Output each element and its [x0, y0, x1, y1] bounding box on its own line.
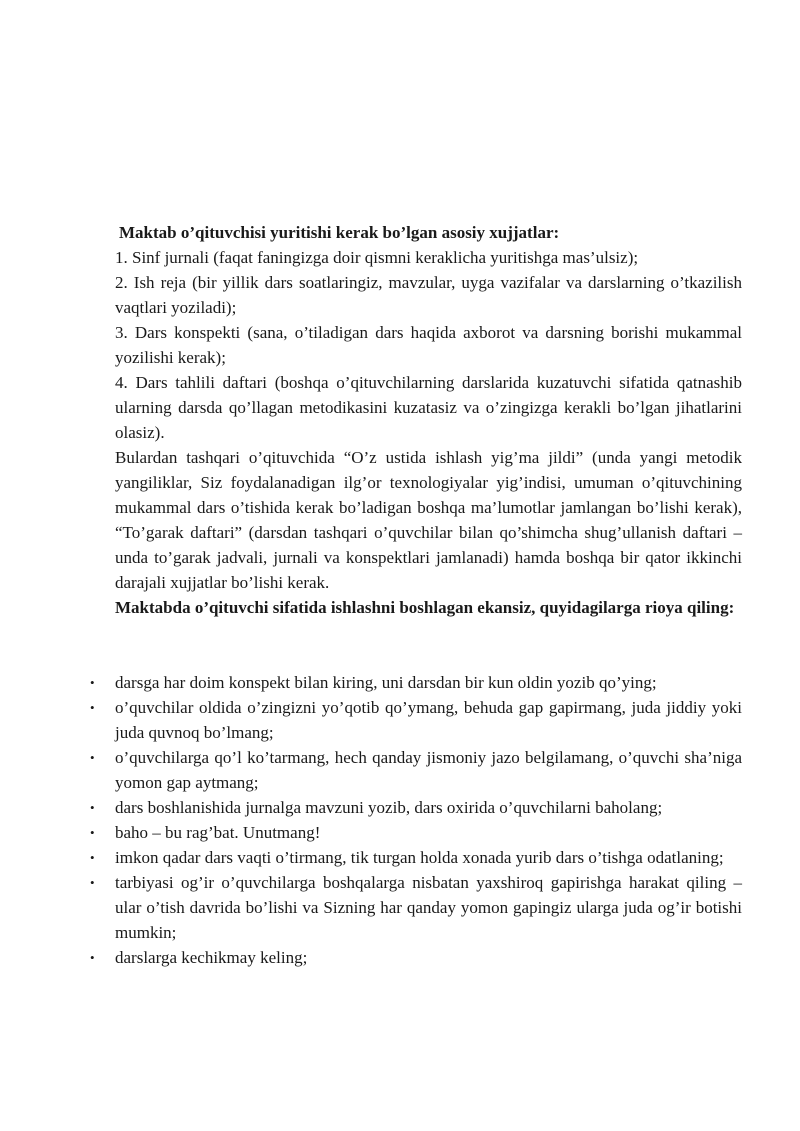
document-item-4: 4. Dars tahlili daftari (boshqa o’qituvchilarning darslarida kuzatuvchi sifatida qatnashib ularning darsda qo’llagan metodikasini kuzatasiz va o’zingizga kerakli bo’lgan jihatlarini olasiz).: [115, 373, 742, 442]
list-item-text: darsga har doim konspekt bilan kiring, uni darsdan bir kun oldin yozib qo’ying;: [115, 673, 657, 692]
rules-heading: Maktabda o’qituvchi sifatida ishlashni boshlagan ekansiz, quyidagilarga rioya qiling:: [115, 598, 735, 617]
documents-heading: Maktab o’qituvchisi yuritishi kerak bo’lgan asosiy xujjatlar:: [119, 223, 560, 242]
document-item-3: 3. Dars konspekti (sana, o’tiladigan dars haqida axborot va darsning borishi mukammal yozilishi kerak);: [115, 323, 742, 367]
list-item: [90, 845, 742, 870]
list-item: [90, 870, 742, 945]
list-item-text: baho – bu rag’bat. Unutmang!: [115, 823, 321, 842]
list-item-text: tarbiyasi og’ir o’quvchilarga boshqalarga nisbatan yaxshiroq gapirishga harakat qiling – ular o’tish davrida bo’lishi va Sizning har qanday yomon gapingiz ularga juda og’ir botishi mumkin;: [115, 873, 742, 942]
list-item-text: darslarga kechikmay keling;: [115, 948, 308, 967]
list-item-text: o’quvchilarga qo’l ko’tarmang, hech qanday jismoniy jazo belgilamang, o’quvchi sha’niga yomon gap aytmang;: [115, 748, 742, 792]
bullet-icon: •: [90, 700, 95, 715]
list-item: [90, 945, 742, 970]
document-body: [90, 220, 742, 970]
list-item-text: imkon qadar dars vaqti o’tirmang, tik turgan holda xonada yurib dars o’tishga odatlaning;: [115, 848, 724, 867]
list-item: [90, 795, 742, 820]
additional-documents-paragraph: Bulardan tashqari o’qituvchida “O’z ustida ishlash yig’ma jildi” (unda yangi metodik yangiliklar, Siz foydalanadigan ilg’or texnologiyalar yig’indisi, umuman o’qituvchining mukammal dars o’tishida kerak bo’ladigan boshqa ma’lumotlar jamlangan bo’lishi kerak), “To’garak daftari” (darsdan tashqari o’quvchilar bilan qo’shimcha shug’ullanish daftari – unda to’garak jadvali, jurnali va konspektlari jamlanadi) hamda boshqa bir qator ikkinchi darajali xujjatlar bo’lishi kerak.: [115, 448, 742, 592]
bullet-icon: •: [90, 825, 95, 840]
list-item-text: o’quvchilar oldida o’zingizni yo’qotib qo’ymang, behuda gap gapirmang, juda jiddiy yoki juda quvnoq bo’lmang;: [115, 698, 742, 742]
bullet-icon: •: [90, 675, 95, 690]
document-item-2: 2. Ish reja (bir yillik dars soatlaringiz, mavzular, uyga vazifalar va darslarning o’tkazilish vaqtlari yoziladi);: [115, 273, 742, 317]
spacer: [115, 620, 742, 670]
document-item-1: 1. Sinf jurnali (faqat faningizga doir qismni keraklicha yuritishga mas’ulsiz);: [115, 248, 639, 267]
bullet-icon: •: [90, 850, 95, 865]
list-item: [90, 695, 742, 745]
bullet-icon: •: [90, 750, 95, 765]
bullet-icon: •: [90, 950, 95, 965]
list-item: [90, 745, 742, 795]
list-item-text: dars boshlanishida jurnalga mavzuni yozib, dars oxirida o’quvchilarni baholang;: [115, 798, 663, 817]
bullet-icon: •: [90, 875, 95, 890]
list-item: [90, 670, 742, 695]
list-item: [90, 820, 742, 845]
bullet-icon: •: [90, 800, 95, 815]
rules-list: [90, 670, 742, 970]
